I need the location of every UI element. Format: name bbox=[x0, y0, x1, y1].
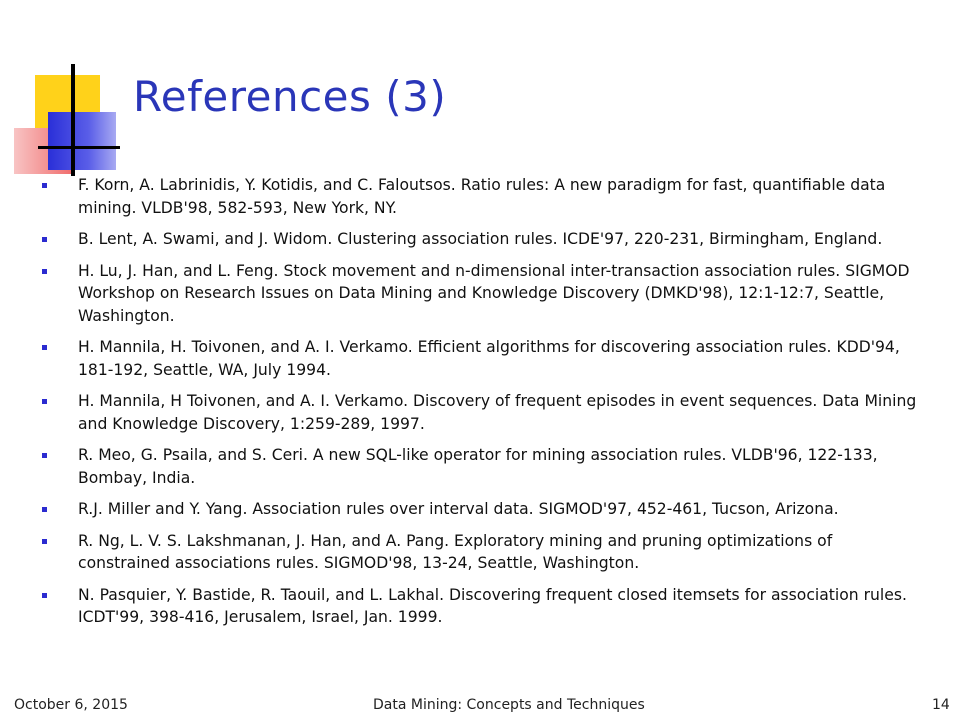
list-item bbox=[42, 584, 922, 629]
reference-text: H. Lu, J. Han, and L. Feng. Stock movement and n-dimensional inter-transaction association rules. SIGMOD Workshop on Research Issues on Data Mining and Knowledge Discovery (DMKD'98), 12:1-12:7, Seattle, Washington. bbox=[78, 261, 910, 325]
page-title: References (3) bbox=[133, 72, 447, 121]
bullet-icon bbox=[42, 399, 47, 404]
logo-vertical-line bbox=[71, 64, 75, 176]
reference-text: R.J. Miller and Y. Yang. Association rules over interval data. SIGMOD'97, 452-461, Tucson, Arizona. bbox=[78, 500, 839, 518]
list-item bbox=[42, 390, 922, 435]
list-item bbox=[42, 336, 922, 381]
reference-text: N. Pasquier, Y. Bastide, R. Taouil, and L. Lakhal. Discovering frequent closed itemsets for association rules. ICDT'99, 398-416, Jerusalem, Israel, Jan. 1999. bbox=[78, 585, 907, 626]
reference-text: F. Korn, A. Labrinidis, Y. Kotidis, and C. Faloutsos. Ratio rules: A new paradigm for fast, quantifiable data mining. VLDB'98, 582-593, New York, NY. bbox=[78, 176, 886, 217]
page-number: 14 bbox=[932, 697, 950, 713]
list-item bbox=[42, 498, 922, 521]
reference-text: R. Ng, L. V. S. Lakshmanan, J. Han, and A. Pang. Exploratory mining and pruning optimizations of constrained associations rules. SIGMOD'98, 13-24, Seattle, Washington. bbox=[78, 531, 833, 572]
footer-title: Data Mining: Concepts and Techniques bbox=[373, 697, 645, 713]
decorative-logo-icon bbox=[0, 0, 140, 180]
reference-text: H. Mannila, H Toivonen, and A. I. Verkamo. Discovery of frequent episodes in event sequences. Data Mining and Knowledge Discovery, 1:259-289, 1997. bbox=[78, 392, 917, 433]
reference-text: B. Lent, A. Swami, and J. Widom. Clustering association rules. ICDE'97, 220-231, Birmingham, England. bbox=[78, 230, 883, 248]
bullet-icon bbox=[42, 237, 47, 242]
bullet-icon bbox=[42, 593, 47, 598]
list-item bbox=[42, 530, 922, 575]
bullet-icon bbox=[42, 269, 47, 274]
bullet-icon bbox=[42, 507, 47, 512]
reference-list bbox=[42, 174, 922, 638]
logo-blue-square bbox=[48, 112, 116, 170]
list-item bbox=[42, 174, 922, 219]
bullet-icon bbox=[42, 183, 47, 188]
bullet-icon bbox=[42, 539, 47, 544]
reference-text: H. Mannila, H. Toivonen, and A. I. Verkamo. Efficient algorithms for discovering association rules. KDD'94, 181-192, Seattle, WA, July 1994. bbox=[78, 338, 900, 379]
bullet-icon bbox=[42, 345, 47, 350]
list-item bbox=[42, 260, 922, 328]
list-item bbox=[42, 228, 922, 251]
logo-horizontal-line bbox=[38, 146, 120, 149]
reference-text: R. Meo, G. Psaila, and S. Ceri. A new SQL-like operator for mining association rules. VLDB'96, 122-133, Bombay, India. bbox=[78, 446, 878, 487]
list-item bbox=[42, 444, 922, 489]
bullet-icon bbox=[42, 453, 47, 458]
footer-date: October 6, 2015 bbox=[14, 697, 128, 713]
